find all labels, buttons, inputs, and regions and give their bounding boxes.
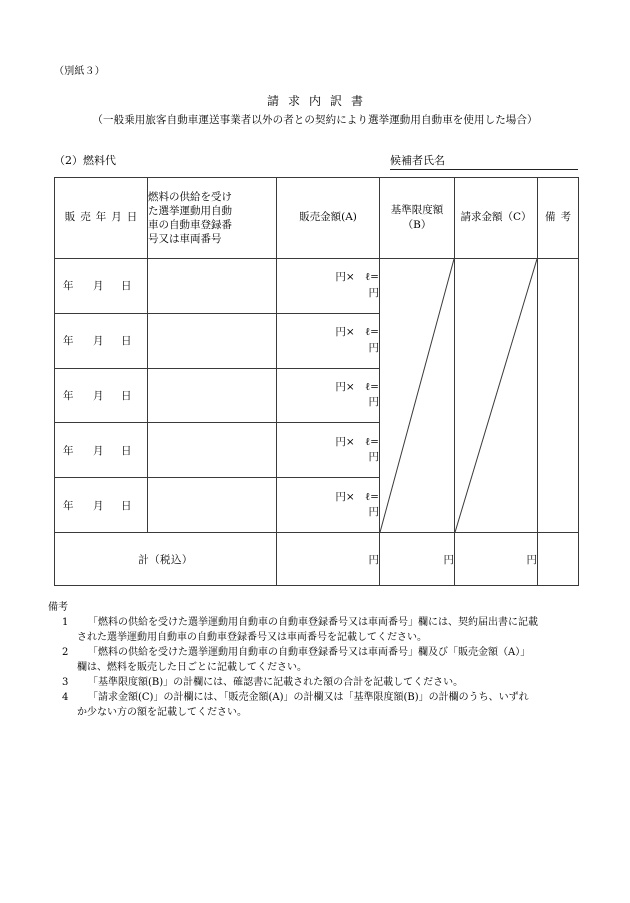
cell-sales-amount[interactable] (277, 478, 380, 533)
header-vehicle-number-line3: 車の自動車登録番 (148, 218, 232, 231)
cell-year: 年 (63, 389, 74, 402)
candidate-name-field[interactable] (390, 152, 578, 170)
cell-month: 月 (93, 335, 104, 348)
cell-sales-amount-unit: 円 (368, 396, 379, 409)
cell-year: 年 (63, 499, 74, 512)
cell-sales-amount-unit: 円 (368, 451, 379, 464)
cell-sales-amount-formula: 円× ℓ= (335, 271, 379, 284)
total-sales-amount[interactable]: 円 (277, 533, 380, 586)
cell-vehicle-number[interactable] (148, 313, 277, 368)
header-vehicle-number-line2: た選挙運動用自動 (148, 204, 232, 217)
cell-vehicle-number[interactable] (148, 478, 277, 533)
cell-sale-date[interactable] (55, 478, 148, 533)
cell-sales-amount-unit: 円 (368, 286, 379, 299)
document-title: 請求内訳書 (266, 94, 372, 108)
document-subtitle: （一般乗用旅客自動車運送事業者以外の者との契約により選挙運動用自動車を使用した場合） (92, 114, 538, 126)
candidate-name-label: 候補者氏名 (390, 154, 445, 167)
header-sales-amount: 販売金額(A) (277, 178, 380, 259)
cell-sales-amount-formula: 円× ℓ= (335, 381, 379, 394)
cell-month: 月 (93, 444, 104, 457)
cell-sales-amount[interactable] (277, 423, 380, 478)
footnote-item (62, 615, 593, 645)
header-note: 備考 (538, 178, 579, 259)
footnote-text (77, 645, 593, 675)
cell-sales-amount-unit: 円 (368, 506, 379, 519)
footnote-line2: か少ない方の額を記載してください。 (77, 707, 247, 718)
cell-note-merged[interactable] (538, 258, 579, 532)
fuel-cost-table-wrapper (54, 177, 578, 586)
cell-year: 年 (63, 444, 74, 457)
cell-sale-date[interactable] (55, 258, 148, 313)
footnote-number: 3 (62, 677, 69, 688)
cell-vehicle-number[interactable] (148, 258, 277, 313)
cell-sale-date[interactable] (55, 368, 148, 423)
total-claim-amount[interactable]: 円 (455, 533, 538, 586)
diagonal-strikethrough-icon (455, 259, 537, 532)
cell-sales-amount-unit: 円 (368, 341, 379, 354)
cell-sales-amount[interactable] (277, 258, 380, 313)
footnote-text (77, 615, 593, 645)
footnote-number: 4 (62, 692, 69, 703)
cell-year: 年 (63, 280, 74, 293)
total-note[interactable] (538, 533, 579, 586)
total-base-limit[interactable]: 円 (380, 533, 455, 586)
cell-base-limit-merged[interactable] (380, 258, 455, 532)
cell-day: 日 (121, 499, 132, 512)
cell-day: 日 (121, 444, 132, 457)
footnote-text (88, 675, 593, 690)
cell-claim-amount-merged[interactable] (455, 258, 538, 532)
attachment-number: （別紙３） (54, 66, 105, 77)
cell-month: 月 (93, 389, 104, 402)
footnote-line1: 「請求金額(C)」の計欄には、「販売金額(A)」の計欄又は「基準限度額(B)」の計欄のうち、いずれ (88, 692, 529, 703)
cell-sales-amount[interactable] (277, 368, 380, 423)
cell-sale-date[interactable] (55, 423, 148, 478)
cell-sales-amount-formula: 円× ℓ= (335, 436, 379, 449)
footnote-text (77, 690, 593, 720)
footnote-line1: 「燃料の供給を受けた選挙運動用自動車の自動車登録番号又は車両番号」欄には、契約届出書に記載 (88, 617, 538, 628)
footnote-line2: された選挙運動用自動車の自動車登録番号又は車両番号を記載してください。 (77, 632, 427, 643)
header-base-limit: 基準限度額（B） (380, 178, 455, 259)
cell-sale-date[interactable] (55, 313, 148, 368)
fuel-cost-table (54, 177, 579, 586)
footnote-line1: 「燃料の供給を受けた選挙運動用自動車の自動車登録番号又は車両番号」欄及び「販売金額（A）」 (88, 647, 531, 658)
header-sale-date: 販売年月日 (55, 178, 148, 259)
footnote-item (62, 645, 593, 675)
footnote-line1: 「基準限度額(B)」の計欄には、確認書に記載された額の合計を記載してください。 (88, 677, 464, 688)
footnotes-heading: 備考 (48, 602, 68, 613)
cell-month: 月 (93, 280, 104, 293)
header-claim-amount: 請求金額（C） (455, 178, 538, 259)
cell-vehicle-number[interactable] (148, 368, 277, 423)
cell-month: 月 (93, 499, 104, 512)
header-vehicle-number (148, 178, 277, 259)
cell-day: 日 (121, 389, 132, 402)
cell-sales-amount[interactable] (277, 313, 380, 368)
table-header-row (55, 178, 579, 259)
cell-day: 日 (121, 280, 132, 293)
section-label-fuel-cost: （2）燃料代 (54, 154, 116, 167)
cell-sales-amount-formula: 円× ℓ= (335, 490, 379, 503)
total-label: 計（税込） (55, 533, 277, 586)
table-row (55, 258, 579, 313)
cell-day: 日 (121, 335, 132, 348)
header-vehicle-number-line4: 号又は車両番号 (148, 232, 222, 245)
diagonal-strikethrough-icon (380, 259, 454, 532)
footnote-item (62, 675, 593, 690)
cell-sales-amount-formula: 円× ℓ= (335, 326, 379, 339)
header-vehicle-number-line1: 燃料の供給を受け (148, 190, 232, 203)
footnote-line2: 欄は、燃料を販売した日ごとに記載してください。 (77, 662, 307, 673)
footnote-item (62, 690, 593, 720)
footnote-number: 2 (62, 647, 69, 658)
footnote-number: 1 (62, 617, 69, 628)
footnotes-section (48, 600, 593, 720)
cell-year: 年 (63, 335, 74, 348)
cell-vehicle-number[interactable] (148, 423, 277, 478)
table-total-row (55, 533, 579, 586)
